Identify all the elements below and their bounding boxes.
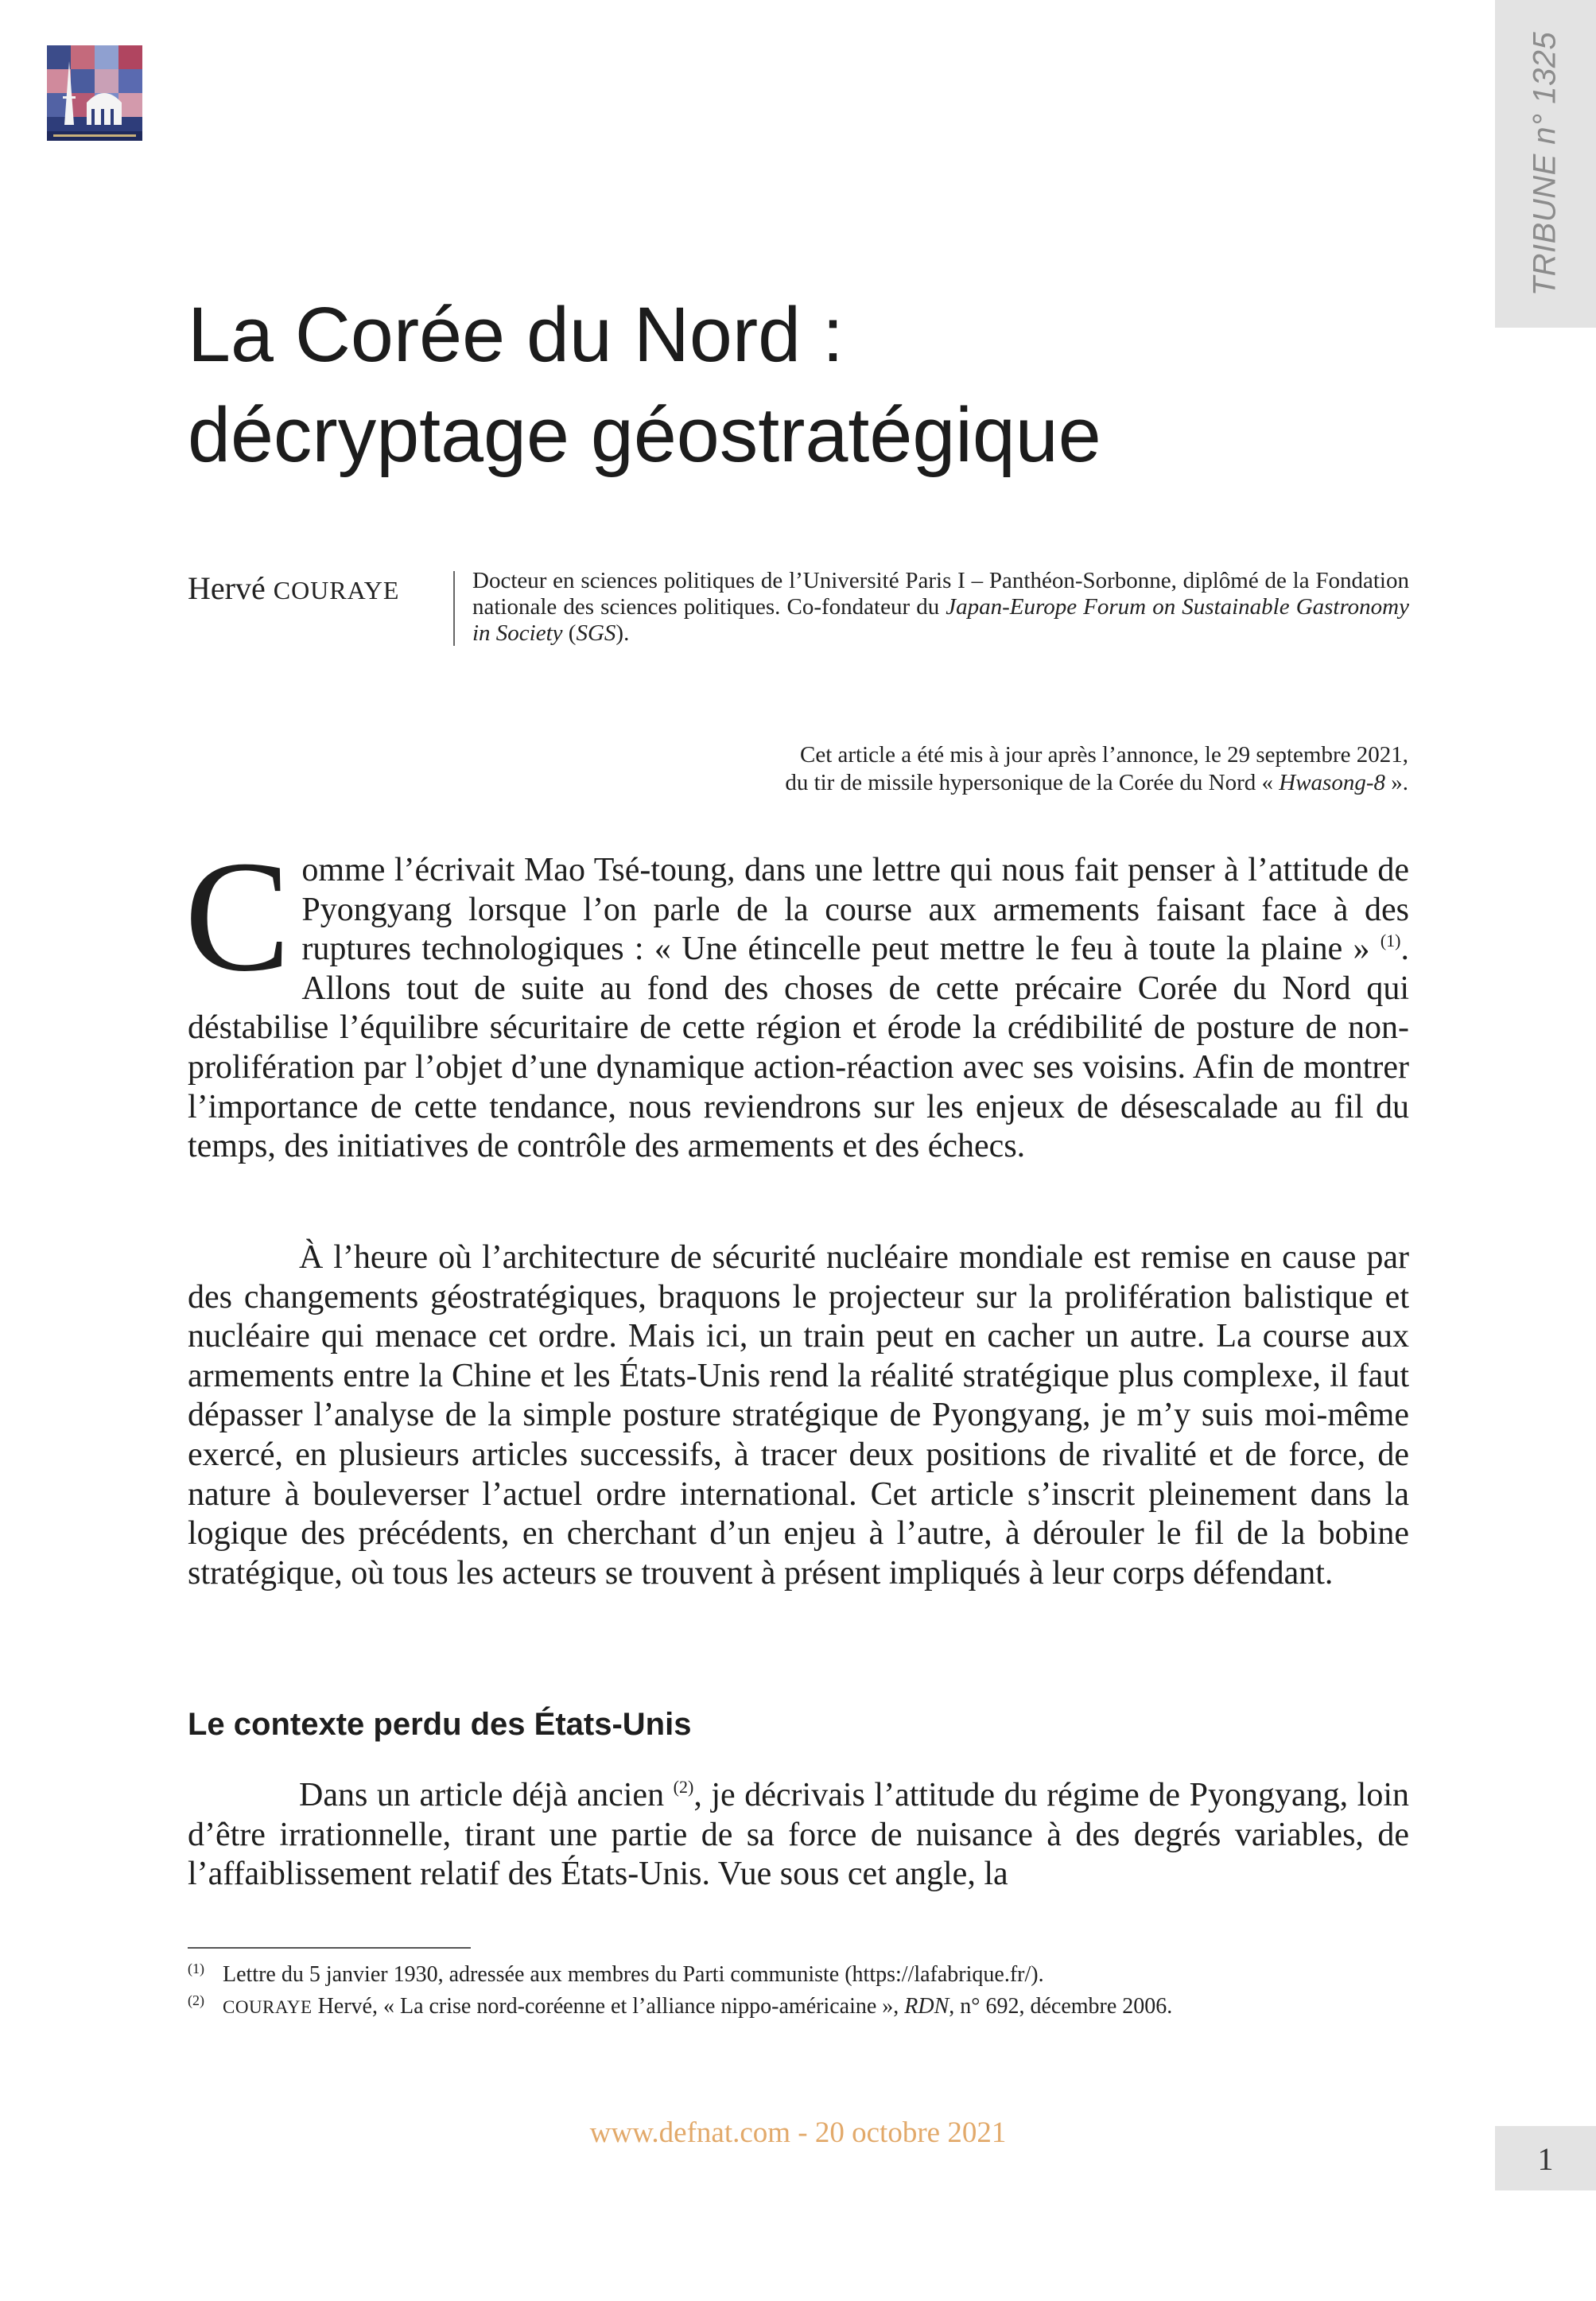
bio-acronym: SGS (576, 620, 616, 646)
page-number-box (1495, 2126, 1596, 2190)
footnote-2-text: Hervé, « La crise nord-coréenne et l’alliance nippo-américaine », (312, 1994, 905, 2019)
title-line-2: décryptage géostratégique (188, 391, 1101, 478)
paragraph-1-text: omme l’écrivait Mao Tsé-toung, dans une lettre qui nous fait penser à l’attitude de Pyongyang lorsque l’on parle de la course aux armements faisant face à des ruptures technologiques : « Une étincelle peut mettre le feu à toute la plaine » (301, 852, 1409, 968)
paragraph-3-text-2: , je décrivais l’attitude du régime de Pyongyang, loin d’être irrationnelle, tirant une partie de sa force de nuisance à des degrés variables, de l’affaiblissement relatif des États-Unis. Vue sous cet angle, la (188, 1777, 1410, 1893)
article-title (188, 285, 1380, 485)
bio-text-3: ). (615, 620, 630, 646)
update-note (785, 741, 1408, 797)
footer-site-date[interactable]: www.defnat.com - 20 octobre 2021 (589, 2116, 1007, 2149)
tribune-number: TRIBUNE n° 1325 (1527, 31, 1563, 297)
footnote-2-author: COURAYE (223, 1997, 313, 2017)
title-line-1: La Corée du Nord : (188, 291, 844, 378)
footnote-1 (188, 1961, 1044, 1988)
missile-name: Hwasong-8 (1279, 770, 1385, 795)
update-note-line-1: Cet article a été mis à jour après l’annonce, le 29 septembre 2021, (800, 742, 1408, 768)
footnote-1-text: Lettre du 5 janvier 1930, adressée aux membres du Parti communiste (https://lafabrique.fr/). (223, 1962, 1044, 1987)
drop-cap: C (184, 829, 291, 1005)
footnote-1-mark: (1) (188, 1961, 204, 1976)
footnote-2-mark: (2) (188, 1992, 204, 2008)
bio-text-2: ( (562, 620, 577, 646)
footnote-divider (188, 1947, 471, 1949)
footnote-ref-1[interactable]: (1) (1380, 931, 1401, 951)
bio-forum-name: Japan-Europe Forum on Sustainable Gastronomy in Society (472, 594, 1409, 646)
paragraph-1-text-2: . Allons tout de suite au fond des choses de cette précaire Corée du Nord qui déstabilise l’équilibre sécuritaire de cette région et érode la crédibilité de posture de non-prolifération par l’objet d’une dynamique action-réaction avec ses voisins. Afin de montrer l’importance de cette tendance, nous reviendrons sur les enjeux de désescalade au fil du temps, des initiatives de contrôle des armements et des échecs. (188, 931, 1409, 1165)
author-name (188, 569, 399, 607)
ecole-militaire-logo (47, 45, 142, 141)
tribune-side-tab (1495, 0, 1596, 328)
author-last-name: COURAYE (273, 576, 400, 604)
footnote-2-journal: RDN (904, 1994, 949, 2019)
paragraph-2: À l’heure où l’architecture de sécurité nucléaire mondiale est remise en cause par des changements géostratégiques, braquons le projecteur sur la prolifération balistique et nucléaire qui menace cet ordre. Mais ici, un train peut en cacher un autre. La course aux armements entre la Chine et les États-Unis rend la réalité stratégique plus complexe, il faut dépasser l’analyse de la simple posture stratégique de Pyongyang, je m’y suis moi-même exercé, en plusieurs articles successifs, à tracer deux positions de rivalité et de force, de nature à bouleverser l’actuel ordre international. Cet article s’inscrit pleinement dans la logique des précédents, en cherchant d’un enjeu à l’autre, à dérouler le fil de la bobine stratégique, où tous les acteurs se trouvent à présent impliqués à leur corps défendant. (188, 1239, 1409, 1592)
paragraph-3 (188, 1776, 1409, 1895)
author-divider (453, 571, 455, 646)
bio-text: Docteur en sciences politiques de l’Université Paris I – Panthéon-Sorbonne, diplômé de la Fondation nationale des sciences politiques. Co-fondateur du (472, 568, 1409, 620)
update-note-line-2: du tir de missile hypersonique de la Corée du Nord « (785, 770, 1280, 795)
author-bio (472, 568, 1409, 647)
footnote-2 (188, 1992, 1172, 2019)
paragraph-1 (184, 829, 1409, 1167)
author-first-name: Hervé (188, 570, 266, 606)
page-number: 1 (1537, 2141, 1554, 2177)
footnote-2-text-end: , n° 692, décembre 2006. (949, 1994, 1173, 2019)
update-note-line-2-end: ». (1385, 770, 1408, 795)
paragraph-3-text: Dans un article déjà ancien (299, 1777, 674, 1813)
footnote-ref-2[interactable]: (2) (673, 1777, 694, 1797)
section-heading: Le contexte perdu des États-Unis (188, 1707, 692, 1742)
